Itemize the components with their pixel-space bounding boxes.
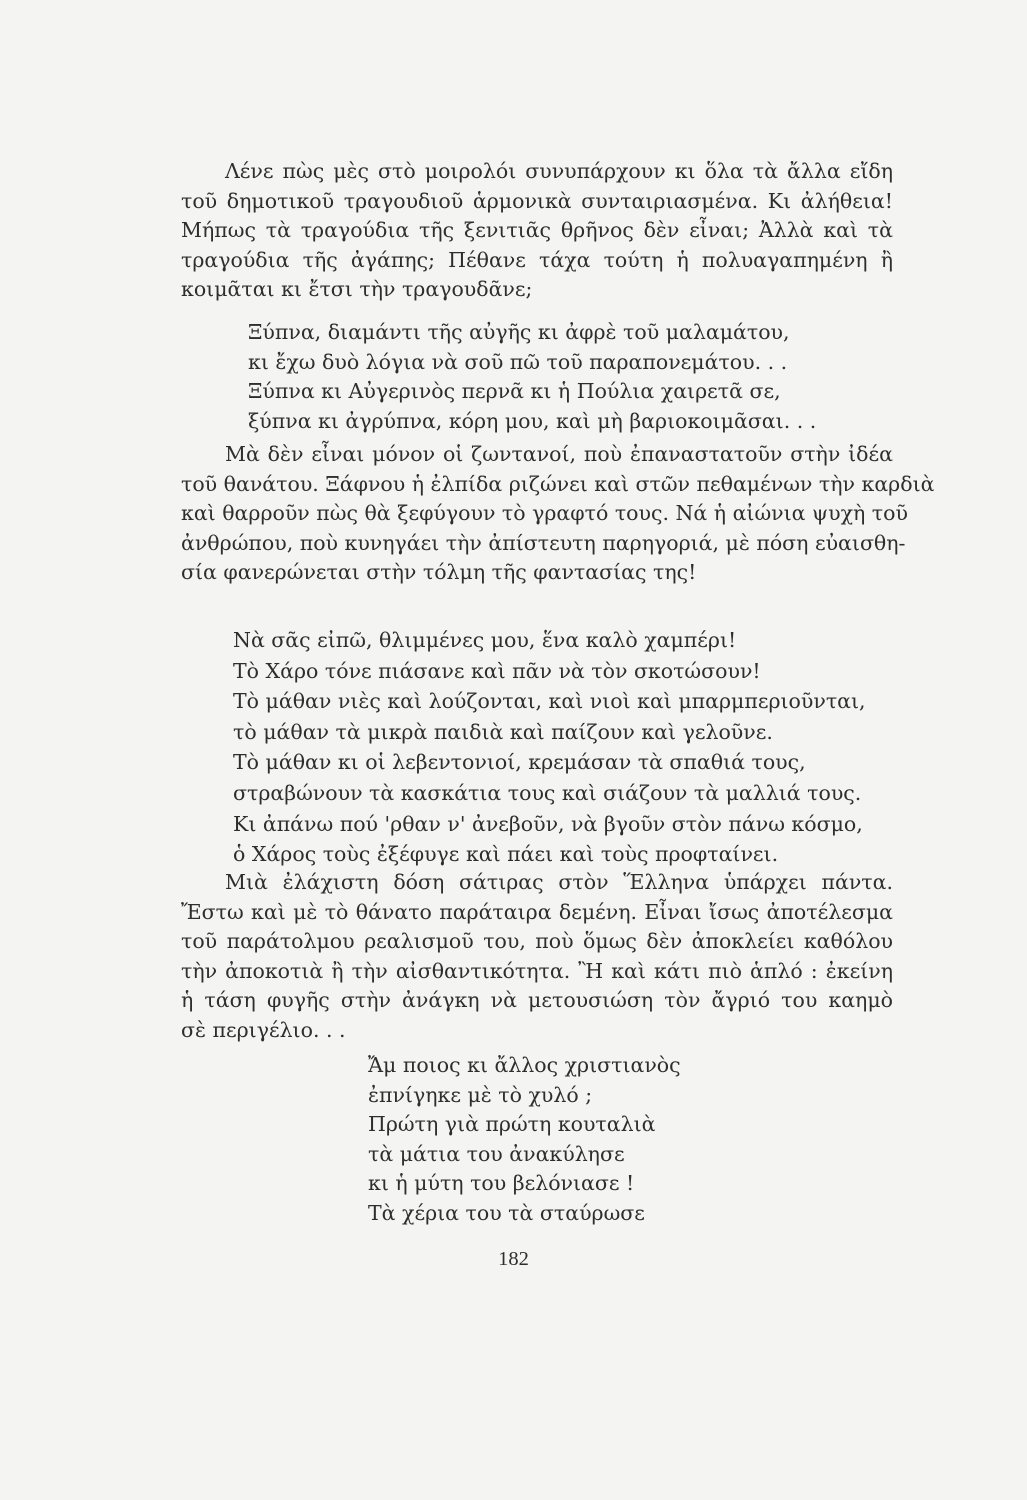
verse-line: ἐπνίγηκε μὲ τὸ χυλό ; xyxy=(368,1082,593,1107)
verse-3 xyxy=(368,1051,681,1229)
text-line: Μιὰ ἐλάχιστη δόση σάτιρας στὸν Ἕλληνα ὑπάρχει πάντα. xyxy=(225,870,893,894)
text-line: τὴν ἀποκοτιὰ ἢ τὴν αἰσθαντικότητα. Ἢ καὶ κάτι πιὸ ἁπλό : ἐκείνη xyxy=(181,958,893,983)
text-line: κοιμᾶται κι ἔτσι τὴν τραγουδᾶνε; xyxy=(181,277,533,302)
verse-line: Ξύπνα, διαμάντι τῆς αὐγῆς κι ἀφρὲ τοῦ μαλαμάτου, xyxy=(248,320,790,344)
text-line: καὶ θαρροῦν πὼς θὰ ξεφύγουν τὸ γραφτό τους. Νά ἡ αἰώνια ψυχὴ τοῦ xyxy=(181,501,908,526)
text-line: σὲ περιγέλιο. . . xyxy=(181,1017,346,1042)
text-line: σία φανερώνεται στὴν τόλμη τῆς φαντασίας της! xyxy=(181,560,697,585)
verse-line: ξύπνα κι ἀγρύπνα, κόρη μου, καὶ μὴ βαριοκοιμᾶσαι. . . xyxy=(248,408,817,433)
verse-line: στραβώνουν τὰ κασκάτια τους καὶ σιάζουν τὰ μαλλιά τους. xyxy=(233,780,862,805)
paragraph-1 xyxy=(181,157,893,305)
text-line: Μὰ δὲν εἶναι μόνον οἱ ζωντανοί, ποὺ ἐπαναστατοῦν στὴν ἰδέα xyxy=(225,442,893,466)
paragraph-2 xyxy=(181,440,935,588)
text-line: ἡ τάση φυγῆς στὴν ἀνάγκη νὰ μετουσιώση τὸν ἄγριό του καημὸ xyxy=(181,988,893,1013)
verse-line: Κι ἀπάνω πού 'ρθαν ν' ἀνεβοῦν, νὰ βγοῦν στὸν πάνω κόσμο, xyxy=(233,811,863,836)
verse-line: Τὸ μάθαν νιὲς καὶ λούζονται, καὶ νιοὶ καὶ μπαρμπεριοῦνται, xyxy=(233,689,866,714)
text-line: τοῦ παράτολμου ρεαλισμοῦ του, ποὺ ὅμως δὲν ἀποκλείει καθόλου xyxy=(181,929,893,954)
verse-line: τὰ μάτια του ἀνακύλησε xyxy=(368,1141,625,1166)
verse-line: κι ἔχω δυὸ λόγια νὰ σοῦ πῶ τοῦ παραπονεμάτου. . . xyxy=(248,349,788,374)
page-number: 182 xyxy=(498,1248,529,1270)
verse-line: Ἄμ ποιος κι ἄλλος χριστιανὸς xyxy=(368,1053,681,1077)
verse-line: κι ἡ μύτη του βελόνιασε ! xyxy=(368,1171,635,1196)
text-line: Λένε πὼς μὲς στὸ μοιρολόι συνυπάρχουν κι ὅλα τὰ ἄλλα εἴδη xyxy=(225,159,893,183)
paragraph-3 xyxy=(181,868,893,1046)
verse-1 xyxy=(248,318,816,436)
text-line: Ἔστω καὶ μὲ τὸ θάνατο παράταιρα δεμένη. Εἶναι ἴσως ἀποτέλεσμα xyxy=(181,899,893,924)
verse-line: Τὸ μάθαν κι οἱ λεβεντονιοί, κρεμάσαν τὰ σπαθιά τους, xyxy=(233,750,806,775)
verse-line: Νὰ σᾶς εἰπῶ, θλιμμένες μου, ἕνα καλὸ χαμπέρι! xyxy=(233,628,737,652)
verse-line: τὸ μάθαν τὰ μικρὰ παιδιὰ καὶ παίζουν καὶ γελοῦνε. xyxy=(233,719,773,744)
verse-2 xyxy=(233,625,866,870)
text-line: τοῦ θανάτου. Ξάφνου ἡ ἐλπίδα ριζώνει καὶ στῶν πεθαμένων τὴν καρδιὰ xyxy=(181,471,935,496)
verse-line: Τὰ χέρια του τὰ σταύρωσε xyxy=(368,1200,645,1225)
text-line: τοῦ δημοτικοῦ τραγουδιοῦ ἁρμονικὰ συνταιριασμένα. Κι ἀλήθεια! xyxy=(181,188,893,213)
verse-line: Ξύπνα κι Αὐγερινὸς περνᾶ κι ἡ Πούλια χαιρετᾶ σε, xyxy=(248,379,781,403)
text-line: τραγούδια τῆς ἀγάπης; Πέθανε τάχα τούτη ἡ πολυαγαπημένη ἢ xyxy=(181,247,893,272)
verse-line: ὁ Χάρος τοὺς ἐξέφυγε καὶ πάει καὶ τοὺς προφταίνει. xyxy=(233,842,779,867)
text-line: ἀνθρώπου, ποὺ κυνηγάει τὴν ἀπίστευτη παρηγοριά, μὲ πόση εὐαισθη- xyxy=(181,530,906,555)
verse-line: Τὸ Χάρο τόνε πιάσανε καὶ πᾶν νὰ τὸν σκοτώσουν! xyxy=(233,658,761,683)
text-line: Μήπως τὰ τραγούδια τῆς ξενιτιᾶς θρῆνος δὲν εἶναι; Ἀλλὰ καὶ τὰ xyxy=(181,218,893,243)
verse-line: Πρώτη γιὰ πρώτη κουταλιὰ xyxy=(368,1112,656,1137)
